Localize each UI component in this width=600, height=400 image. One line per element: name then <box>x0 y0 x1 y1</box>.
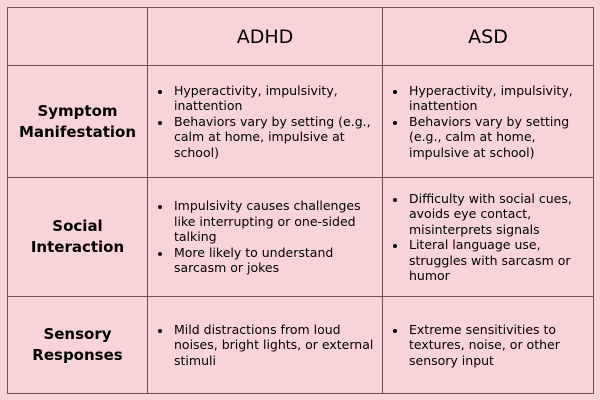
cell-asd-symptom-manifestation <box>383 66 594 178</box>
column-header-adhd: ADHD <box>148 8 383 66</box>
bullet-item: • Mild distractions from loud noises, bright lights, or external stimuli <box>172 322 378 369</box>
header-row <box>8 8 594 66</box>
cell-adhd-symptom-manifestation <box>148 66 383 178</box>
bullet-list <box>383 83 593 161</box>
comparison-table <box>7 7 594 394</box>
column-header-asd: ASD <box>383 8 594 66</box>
cell-asd-sensory-responses <box>383 297 594 394</box>
bullet-list <box>383 191 593 284</box>
bullet-item: • Difficulty with social cues, avoids eye contact, misinterprets signals <box>407 191 589 238</box>
bullet-item: • Behaviors vary by setting (e.g., calm at home, impulsive at school) <box>172 114 378 161</box>
row-header-social-interaction <box>8 178 148 297</box>
bullet-item: • Behaviors vary by setting (e.g., calm at home, impulsive at school) <box>407 114 589 161</box>
bullet-item: • More likely to understand sarcasm or jokes <box>172 245 378 276</box>
bullet-item: • Hyperactivity, impulsivity, inattention <box>172 83 378 114</box>
row-header-line: Sensory <box>43 325 112 343</box>
row-social-interaction <box>8 178 594 297</box>
bullet-list <box>148 198 382 276</box>
row-header-line: Social <box>52 217 103 235</box>
bullet-item: • Literal language use, struggles with sarcasm or humor <box>407 237 589 284</box>
bullet-list <box>383 322 593 369</box>
row-header-sensory-responses <box>8 297 148 394</box>
bullet-item: • Hyperactivity, impulsivity, inattention <box>407 83 589 114</box>
cell-adhd-sensory-responses <box>148 297 383 394</box>
bullet-list <box>148 83 382 161</box>
cell-adhd-social-interaction <box>148 178 383 297</box>
corner-cell <box>8 8 148 66</box>
bullet-item: • Impulsivity causes challenges like interrupting or one-sided talking <box>172 198 378 245</box>
cell-asd-social-interaction <box>383 178 594 297</box>
bullet-list <box>148 322 382 369</box>
row-header-line: Manifestation <box>18 122 137 141</box>
row-header-symptom-manifestation <box>8 66 148 178</box>
row-sensory-responses <box>8 297 594 394</box>
row-header-line: Interaction <box>30 238 125 256</box>
row-header-line: Responses <box>32 346 123 364</box>
row-symptom-manifestation <box>8 66 594 178</box>
row-header-line: Symptom <box>37 101 118 120</box>
bullet-item: • Extreme sensitivities to textures, noise, or other sensory input <box>407 322 589 369</box>
